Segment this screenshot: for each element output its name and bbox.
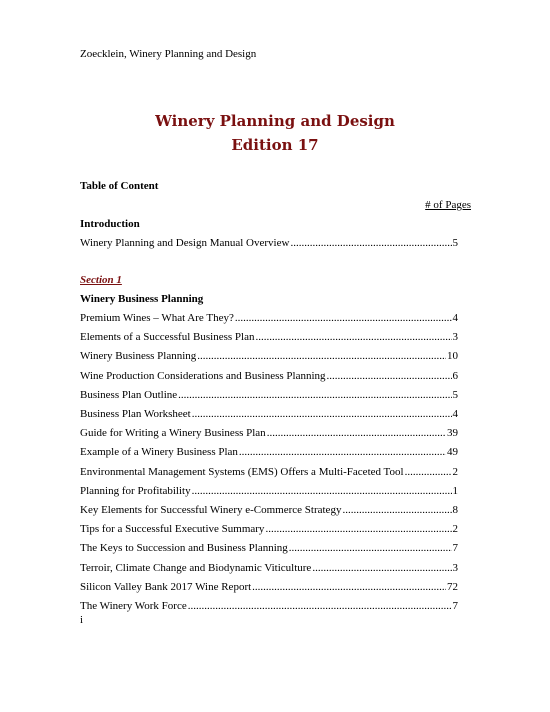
toc-leader bbox=[290, 237, 451, 249]
toc-entry-pages: 7 bbox=[452, 600, 458, 612]
toc-entry-pages: 72 bbox=[447, 580, 458, 593]
document-edition: Edition 17 bbox=[231, 136, 319, 154]
toc-entry-title: Premium Wines – What Are They? bbox=[80, 312, 234, 324]
toc-leader bbox=[265, 523, 451, 535]
toc-entry[interactable] bbox=[80, 523, 458, 535]
toc-entry-pages: 39 bbox=[447, 427, 458, 440]
toc-entry-title: The Keys to Succession and Business Planning bbox=[80, 542, 288, 555]
toc-entry-pages: 6 bbox=[452, 369, 458, 382]
toc-entry[interactable] bbox=[80, 427, 458, 439]
toc-entry[interactable] bbox=[80, 331, 458, 343]
toc-leader bbox=[312, 562, 451, 574]
toc-entry[interactable] bbox=[80, 237, 458, 249]
toc-entry-pages: 5 bbox=[452, 388, 458, 401]
toc-leader bbox=[188, 600, 452, 612]
toc-leader bbox=[255, 331, 451, 343]
toc-entry[interactable] bbox=[80, 562, 458, 574]
toc-entry-pages: 10 bbox=[447, 350, 458, 363]
toc-entry[interactable] bbox=[80, 446, 458, 458]
toc-entry-pages: 4 bbox=[452, 312, 458, 324]
toc-heading: Table of Content bbox=[80, 180, 159, 192]
toc-entry-pages: 4 bbox=[452, 408, 458, 420]
toc-entry[interactable] bbox=[80, 600, 458, 612]
toc-entry-title: Silicon Valley Bank 2017 Wine Report bbox=[80, 580, 252, 593]
toc-entry[interactable] bbox=[80, 312, 458, 324]
toc-entry-title: The Winery Work Force bbox=[80, 600, 187, 612]
toc-entry-title: Business Plan Worksheet bbox=[80, 408, 191, 420]
toc-entry-title: Wine Production Considerations and Business Planning bbox=[80, 369, 326, 382]
toc-entry-title: Key Elements for Successful Winery e-Commerce Strategy bbox=[80, 504, 342, 516]
toc-entry-pages: 7 bbox=[452, 542, 458, 555]
toc-entry[interactable] bbox=[80, 466, 458, 478]
toc-entry[interactable] bbox=[80, 350, 458, 362]
toc-entry-title: Environmental Management Systems (EMS) Offers a Multi-Faceted Tool bbox=[80, 465, 404, 478]
page-number: i bbox=[80, 614, 84, 626]
document-title: Winery Planning and Design bbox=[155, 112, 395, 130]
toc-entry-pages: 3 bbox=[452, 561, 458, 574]
toc-entry-title: Winery Planning and Design Manual Overview bbox=[80, 237, 290, 249]
section-1-label: Section 1 bbox=[80, 274, 122, 286]
toc-entry-pages: 2 bbox=[452, 465, 458, 478]
toc-entry-title: Guide for Writing a Winery Business Plan bbox=[80, 427, 266, 440]
toc-leader bbox=[192, 485, 452, 497]
toc-leader bbox=[252, 581, 446, 593]
toc-leader bbox=[405, 466, 452, 478]
toc-entry[interactable] bbox=[80, 542, 458, 554]
toc-leader bbox=[192, 408, 452, 420]
running-header: Zoecklein, Winery Planning and Design bbox=[80, 48, 257, 60]
toc-entry-title: Tips for a Successful Executive Summary bbox=[80, 523, 265, 536]
toc-entry-pages: 5 bbox=[452, 237, 458, 249]
toc-entry[interactable] bbox=[80, 408, 458, 420]
toc-leader bbox=[267, 427, 446, 439]
introduction-heading: Introduction bbox=[80, 218, 140, 230]
toc-entry-title: Planning for Profitability bbox=[80, 484, 191, 497]
toc-leader bbox=[235, 312, 452, 324]
section-1-heading: Winery Business Planning bbox=[80, 293, 204, 305]
toc-entry-pages: 8 bbox=[452, 504, 458, 516]
toc-entry-title: Terroir, Climate Change and Biodynamic Viticulture bbox=[80, 561, 312, 574]
toc-entry-title: Business Plan Outline bbox=[80, 388, 178, 401]
toc-leader bbox=[178, 389, 451, 401]
toc-entry-title: Elements of a Successful Business Plan bbox=[80, 331, 255, 344]
toc-entry-pages: 3 bbox=[452, 331, 458, 344]
pages-column-label: # of Pages bbox=[425, 199, 471, 211]
toc-entry-pages: 1 bbox=[452, 484, 458, 497]
toc-entry[interactable] bbox=[80, 485, 458, 497]
toc-leader bbox=[289, 542, 452, 554]
toc-leader bbox=[327, 370, 452, 382]
toc-entry-title: Winery Business Planning bbox=[80, 350, 197, 363]
toc-entry[interactable] bbox=[80, 389, 458, 401]
toc-entry-title: Example of a Winery Business Plan bbox=[80, 446, 238, 459]
toc-entry[interactable] bbox=[80, 581, 458, 593]
toc-leader bbox=[197, 350, 446, 362]
toc-entry-pages: 2 bbox=[452, 523, 458, 536]
toc-entry-pages: 49 bbox=[447, 446, 458, 459]
toc-leader bbox=[342, 504, 451, 516]
toc-entry[interactable] bbox=[80, 504, 458, 516]
toc-entry[interactable] bbox=[80, 370, 458, 382]
toc-leader bbox=[239, 446, 446, 458]
